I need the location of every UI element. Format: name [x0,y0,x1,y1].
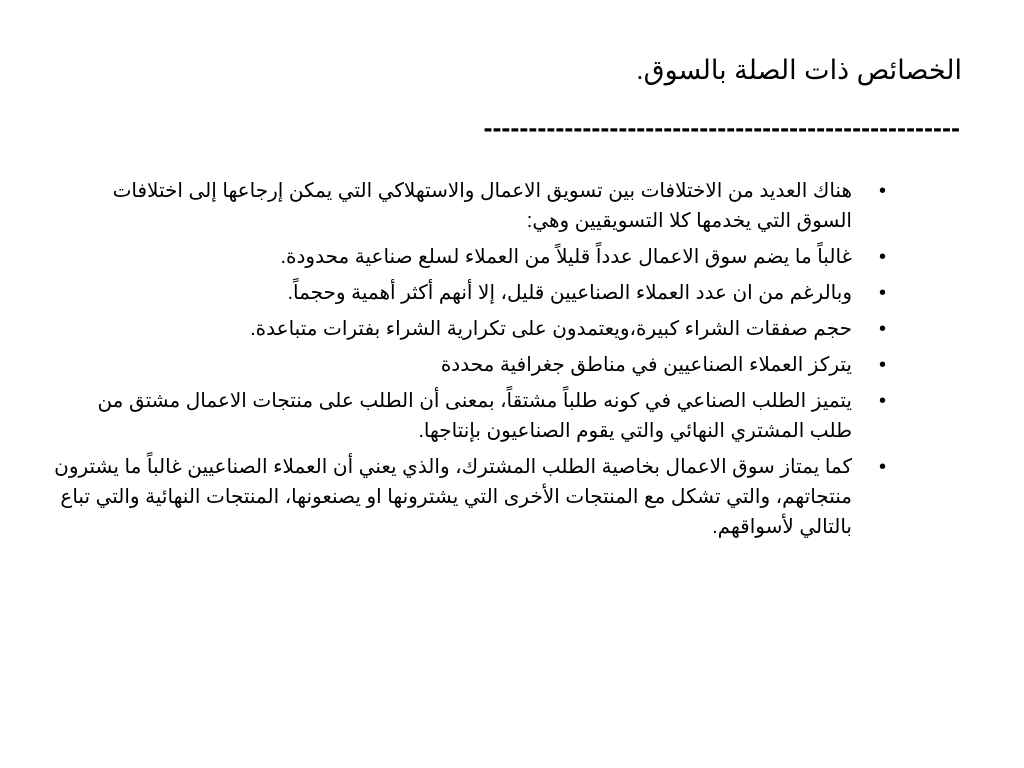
bullet-text: يتميز الطلب الصناعي في كونه طلباً مشتقاً، بمعنى أن الطلب على منتجات الاعمال مشتق من طلب المشتري النهائي والتي يقوم الصناعيون بإنتاجها. [97,390,852,442]
bullet-dot-icon: • [878,180,886,202]
bullet-text: يتركز العملاء الصناعيين في مناطق جغرافية محددة [440,354,852,376]
bullet-dot-icon: • [878,282,886,304]
bullet-item [52,176,886,236]
bullet-dot-icon: • [878,354,886,376]
title-separator: ----------------------------------------------------- [483,113,960,143]
bullet-text: وبالرغم من ان عدد العملاء الصناعيين قليل، إلا أنهم أكثر أهمية وحجماً. [287,282,852,304]
bullet-item [52,350,886,380]
bullet-text: حجم صفقات الشراء كبيرة،ويعتمدون على تكرارية الشراء بفترات متباعدة. [250,318,852,340]
bullet-text: هناك العديد من الاختلافات بين تسويق الاعمال والاستهلاكي التي يمكن إرجاعها إلى اختلافات السوق التي يخدمها كلا التسويقيين وهي: [112,180,852,232]
bullet-item [52,386,886,446]
bullet-item [52,452,886,542]
bullet-dot-icon: • [878,246,886,268]
bullet-item [52,314,886,344]
slide-title: الخصائص ذات الصلة بالسوق. [636,55,962,85]
bullet-text: غالباً ما يضم سوق الاعمال عدداً قليلاً من العملاء لسلع صناعية محدودة. [280,246,852,268]
bullet-dot-icon: • [878,456,886,478]
bullet-list [52,176,886,548]
bullet-item [52,278,886,308]
bullet-dot-icon: • [878,318,886,340]
bullet-dot-icon: • [878,390,886,412]
bullet-text: كما يمتاز سوق الاعمال بخاصية الطلب المشترك، والذي يعني أن العملاء الصناعيين غالباً ما يشترون منتجاتهم، والتي تشكل مع المنتجات الأخرى التي يشترونها او يصنعونها، المنتجات النهائية والتي تباع بالتالي لأسواقهم. [54,456,852,538]
bullet-item [52,242,886,272]
